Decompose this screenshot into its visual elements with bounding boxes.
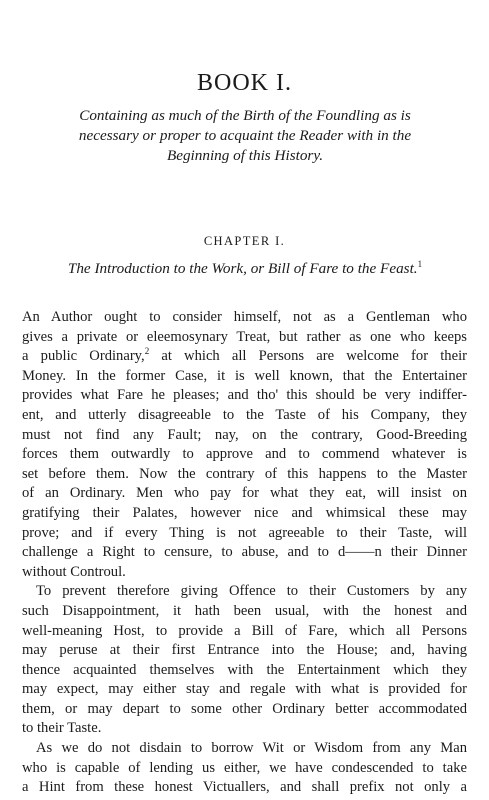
- text-line: An Author ought to consider himself, not as a Gentleman who: [22, 309, 467, 325]
- text-line-with-note: [22, 347, 467, 367]
- book-subtitle: Containing as much of the Birth of the Foundling as is necessary or proper to acquaint the Reader with in the Beginning of this History.: [78, 107, 412, 164]
- text-line: who is capable of lending us either, we have condescended to take: [22, 759, 467, 776]
- chapter-subtitle-text: The Introduction to the Work, or Bill of Fare to the Feast.: [67, 260, 418, 277]
- text-line: thence acquainted themselves with the Entertainment which they: [22, 661, 467, 678]
- text-line: gratifying their Palates, however nice and whimsical these may: [22, 504, 467, 521]
- text-line: without Controul.: [22, 563, 126, 580]
- chapter-title: CHAPTER I.: [203, 234, 286, 248]
- footnote-marker: 2: [144, 347, 150, 357]
- text-line: may expect, may either stay and regale with what is provided for: [22, 681, 467, 698]
- footnote-marker: 1: [417, 258, 423, 269]
- text-line: a Hint from these honest Victuallers, and shall prefix not only a: [22, 779, 467, 796]
- text-fragment: a public Ordinary,: [22, 348, 145, 365]
- text-line: such Disappointment, it hath been usual, with the honest and: [22, 602, 467, 619]
- text-line: To prevent therefore giving Offence to their Customers by any: [36, 583, 467, 600]
- paragraph-3: [22, 739, 467, 798]
- book-title: BOOK I.: [197, 70, 292, 96]
- text-line: prove; and if every Thing is not agreeable to their Taste, will: [22, 524, 467, 541]
- text-line: to their Taste.: [22, 720, 102, 737]
- text-line: well-meaning Host, to provide a Bill of Fare, which all Persons: [22, 622, 467, 639]
- text-line: Money. In the former Case, it is well known, that the Entertainer: [22, 367, 467, 384]
- paragraph-1: [22, 308, 467, 582]
- text-line: of an Ordinary. Men who pay for what they eat, will insist on: [22, 485, 467, 502]
- body-text: [22, 308, 467, 798]
- paragraph-2: [22, 582, 467, 739]
- text-line: challenge a Right to censure, to abuse, and to d——n their Dinner: [22, 544, 467, 561]
- text-line: them, or may depart to some other Ordinary better accommodated: [22, 700, 467, 717]
- chapter-subtitle: [40, 258, 450, 279]
- text-line: set before them. Now the contrary of this happens to the Master: [22, 465, 467, 482]
- text-line: provides what Fare he pleases; and tho' this should be very indiffer-: [22, 387, 467, 404]
- text-line: gives a private or eleemosynary Treat, but rather as one who keeps: [22, 328, 467, 345]
- text-line: forces them outwardly to approve and to commend whatever is: [22, 446, 467, 463]
- text-line: As we do not disdain to borrow Wit or Wisdom from any Man: [36, 740, 467, 757]
- text-line: ent, and utterly disagreeable to the Taste of his Company, they: [22, 406, 467, 423]
- text-fragment: at which all Persons are welcome for their: [149, 348, 467, 365]
- text-line: may peruse at their first Entrance into the House; and, having: [22, 642, 467, 659]
- text-line: must not find any Fault; nay, on the contrary, Good-Breeding: [22, 426, 467, 443]
